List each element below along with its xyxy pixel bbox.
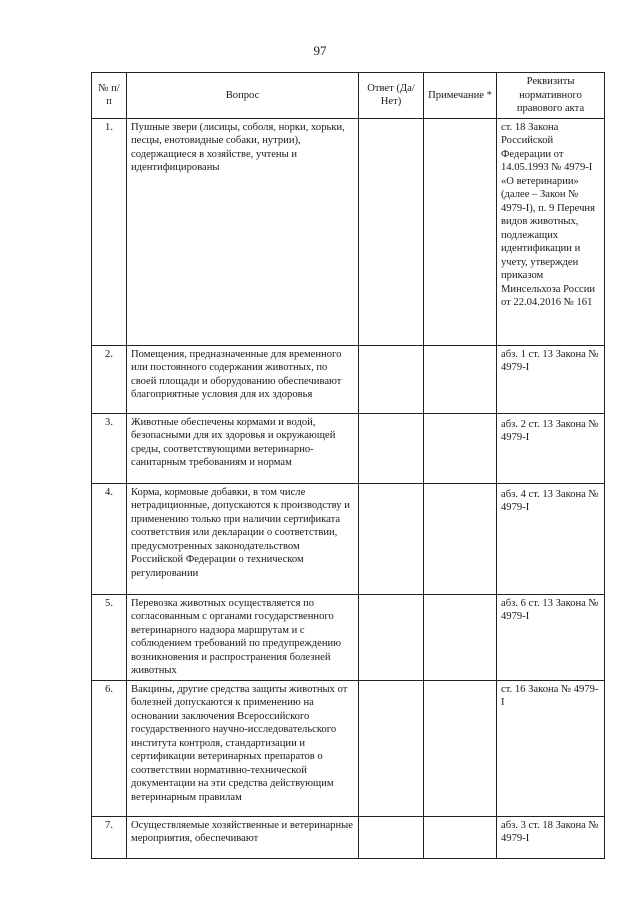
table-row [92,594,605,680]
row-question: Корма, кормовые добавки, в том числе нетрадиционные, допускаются к производству и применению только при наличии сертификата соответствия или декларации о соответствии, предусмотренных законодательством Российской Федерации о техническом регулировании [127,483,359,594]
header-requisites: Реквизиты нормативного правового акта [497,73,605,119]
row-answer[interactable] [359,816,424,858]
row-question: Осуществляемые хозяйственные и ветеринарные мероприятия, обеспечивают [127,816,359,858]
row-answer[interactable] [359,483,424,594]
row-note[interactable] [424,594,497,680]
row-requisites: абз. 1 ст. 13 Закона № 4979-I [497,345,605,413]
row-question: Животные обеспечены кормами и водой, безопасными для их здоровья и окружающей среды, соответствующими ветеринарно-санитарным требованиям и нормам [127,413,359,483]
row-note[interactable] [424,483,497,594]
row-answer[interactable] [359,594,424,680]
header-note: Примечание * [424,73,497,119]
row-number: 6. [92,680,127,816]
table-row [92,413,605,483]
row-number: 7. [92,816,127,858]
header-num: № п/п [92,73,127,119]
row-requisites: абз. 4 ст. 13 Закона № 4979-I [497,483,605,594]
row-question: Помещения, предназначенные для временного или постоянного содержания животных, по своей площади и оборудованию обеспечивают благоприятные условия для их здоровья [127,345,359,413]
table-row [92,483,605,594]
row-note[interactable] [424,816,497,858]
row-note[interactable] [424,680,497,816]
row-answer[interactable] [359,118,424,345]
table-row [92,345,605,413]
row-number: 3. [92,413,127,483]
row-requisites: ст. 18 Закона Российской Федерации от 14.05.1993 № 4979-I «О ветеринарии» (далее – Закон № 4979-I), п. 9 Перечня видов животных, подлежащих идентификации и учету, утвержден приказом Минсельхоза России от 22.04.2016 № 161 [497,118,605,345]
header-row [92,73,605,119]
row-note[interactable] [424,118,497,345]
row-answer[interactable] [359,345,424,413]
table-row [92,680,605,816]
row-note[interactable] [424,413,497,483]
row-answer[interactable] [359,413,424,483]
row-question: Пушные звери (лисицы, соболя, норки, хорьки, песцы, енотовидные собаки, нутрии), содержащиеся в хозяйстве, учтены и идентифицированы [127,118,359,345]
header-question: Вопрос [127,73,359,119]
row-number: 2. [92,345,127,413]
row-number: 4. [92,483,127,594]
row-number: 1. [92,118,127,345]
row-note[interactable] [424,345,497,413]
row-question: Перевозка животных осуществляется по согласованным с органами государственного ветеринарного надзора маршрутам и с соблюдением требований по предупреждению возникновения и распространения болезней животных [127,594,359,680]
row-requisites: абз. 3 ст. 18 Закона № 4979-I [497,816,605,858]
row-requisites: абз. 6 ст. 13 Закона № 4979-I [497,594,605,680]
row-requisites: абз. 2 ст. 13 Закона № 4979-I [497,413,605,483]
checklist-table [91,72,605,859]
row-question: Вакцины, другие средства защиты животных от болезней допускаются к применению на основании заключения Всероссийского государственного научно-исследовательского института контроля, стандартизации и сертификации ветеринарных препаратов о соответствии нормативно-технической документации на эти средства действующим ветеринарным правилам [127,680,359,816]
table-row [92,118,605,345]
page-number: 97 [313,43,327,58]
table-row [92,816,605,858]
row-number: 5. [92,594,127,680]
row-answer[interactable] [359,680,424,816]
row-requisites: ст. 16 Закона № 4979-I [497,680,605,816]
header-answer: Ответ (Да/Нет) [359,73,424,119]
